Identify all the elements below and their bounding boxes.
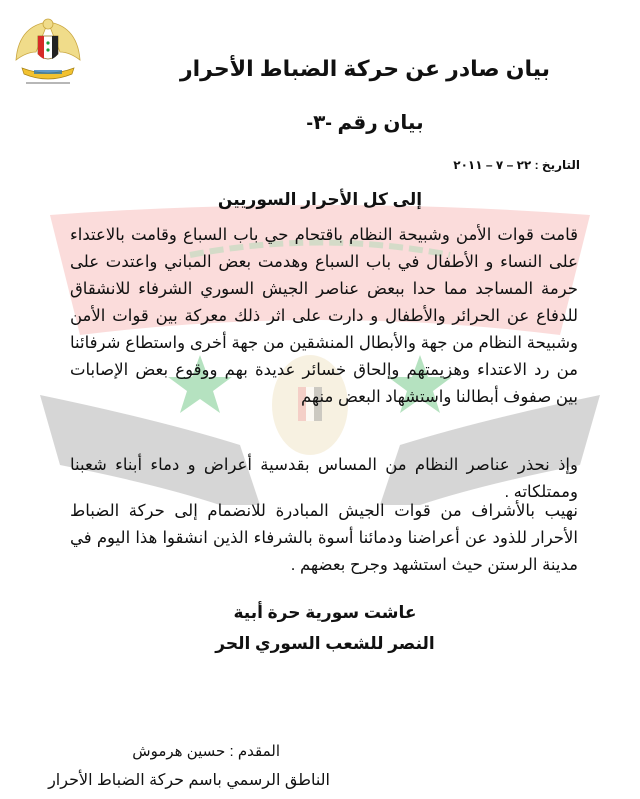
- statement-date: التاريخ : ٢٢ – ٧ – ٢٠١١: [453, 158, 580, 172]
- slogan-1: عاشت سورية حرة أبية: [233, 603, 417, 622]
- body-paragraph-3: نهيب بالأشراف من قوات الجيش المبادرة للانضمام إلى حركة الضباط الأحرار للذود عن أعراضنا ودمائنا أسوة بالشرفاء الذين انشقوا هذا اليوم في مدينة الرستن حيث استشهد وجرح بعضهم .: [70, 502, 578, 574]
- body-paragraph-2: وإذ نحذر عناصر النظام من المساس بقدسية أعراض و دماء أبناء شعبنا وممتلكاته .: [70, 456, 578, 501]
- eagle-logo: [12, 12, 84, 96]
- eagle-emblem-icon: [12, 12, 84, 96]
- slogan-2: النصر للشعب السوري الحر: [215, 634, 435, 653]
- statement-title: بيان صادر عن حركة الضباط الأحرار: [179, 56, 551, 81]
- signature-name: المقدم : حسين هرموش: [132, 743, 280, 760]
- signature-role: الناطق الرسمي باسم حركة الضباط الأحرار: [48, 772, 330, 789]
- salutation: إلى كل الأحرار السوريين: [217, 190, 423, 209]
- body-paragraph-1: قامت قوات الأمن وشبيحة النظام باقتحام حي باب السباع وقامت بالاعتداء على النساء و الأطفال في باب السباع وهدمت بعض المباني واعتدت على حرمة المساجد مما حدا ببعض عناصر الجيش السوري الشرفاء للانشقاق للدفاع عن الحرائر والأطفال و دارت على اثر ذلك معركة بين قوات الأمن وشبيحة النظام من جهة والأبطال المنشقين من جهة أخرى واستطاع شرفائنا من رد الاعتداء وهزيمتهم وإلحاق خسائر عديدة بهم ووقوع بعض الإصابات بين صفوف أبطالنا واستشهاد البعض منهم: [70, 226, 578, 406]
- statement-number: بيان رقم -٣-: [306, 112, 424, 134]
